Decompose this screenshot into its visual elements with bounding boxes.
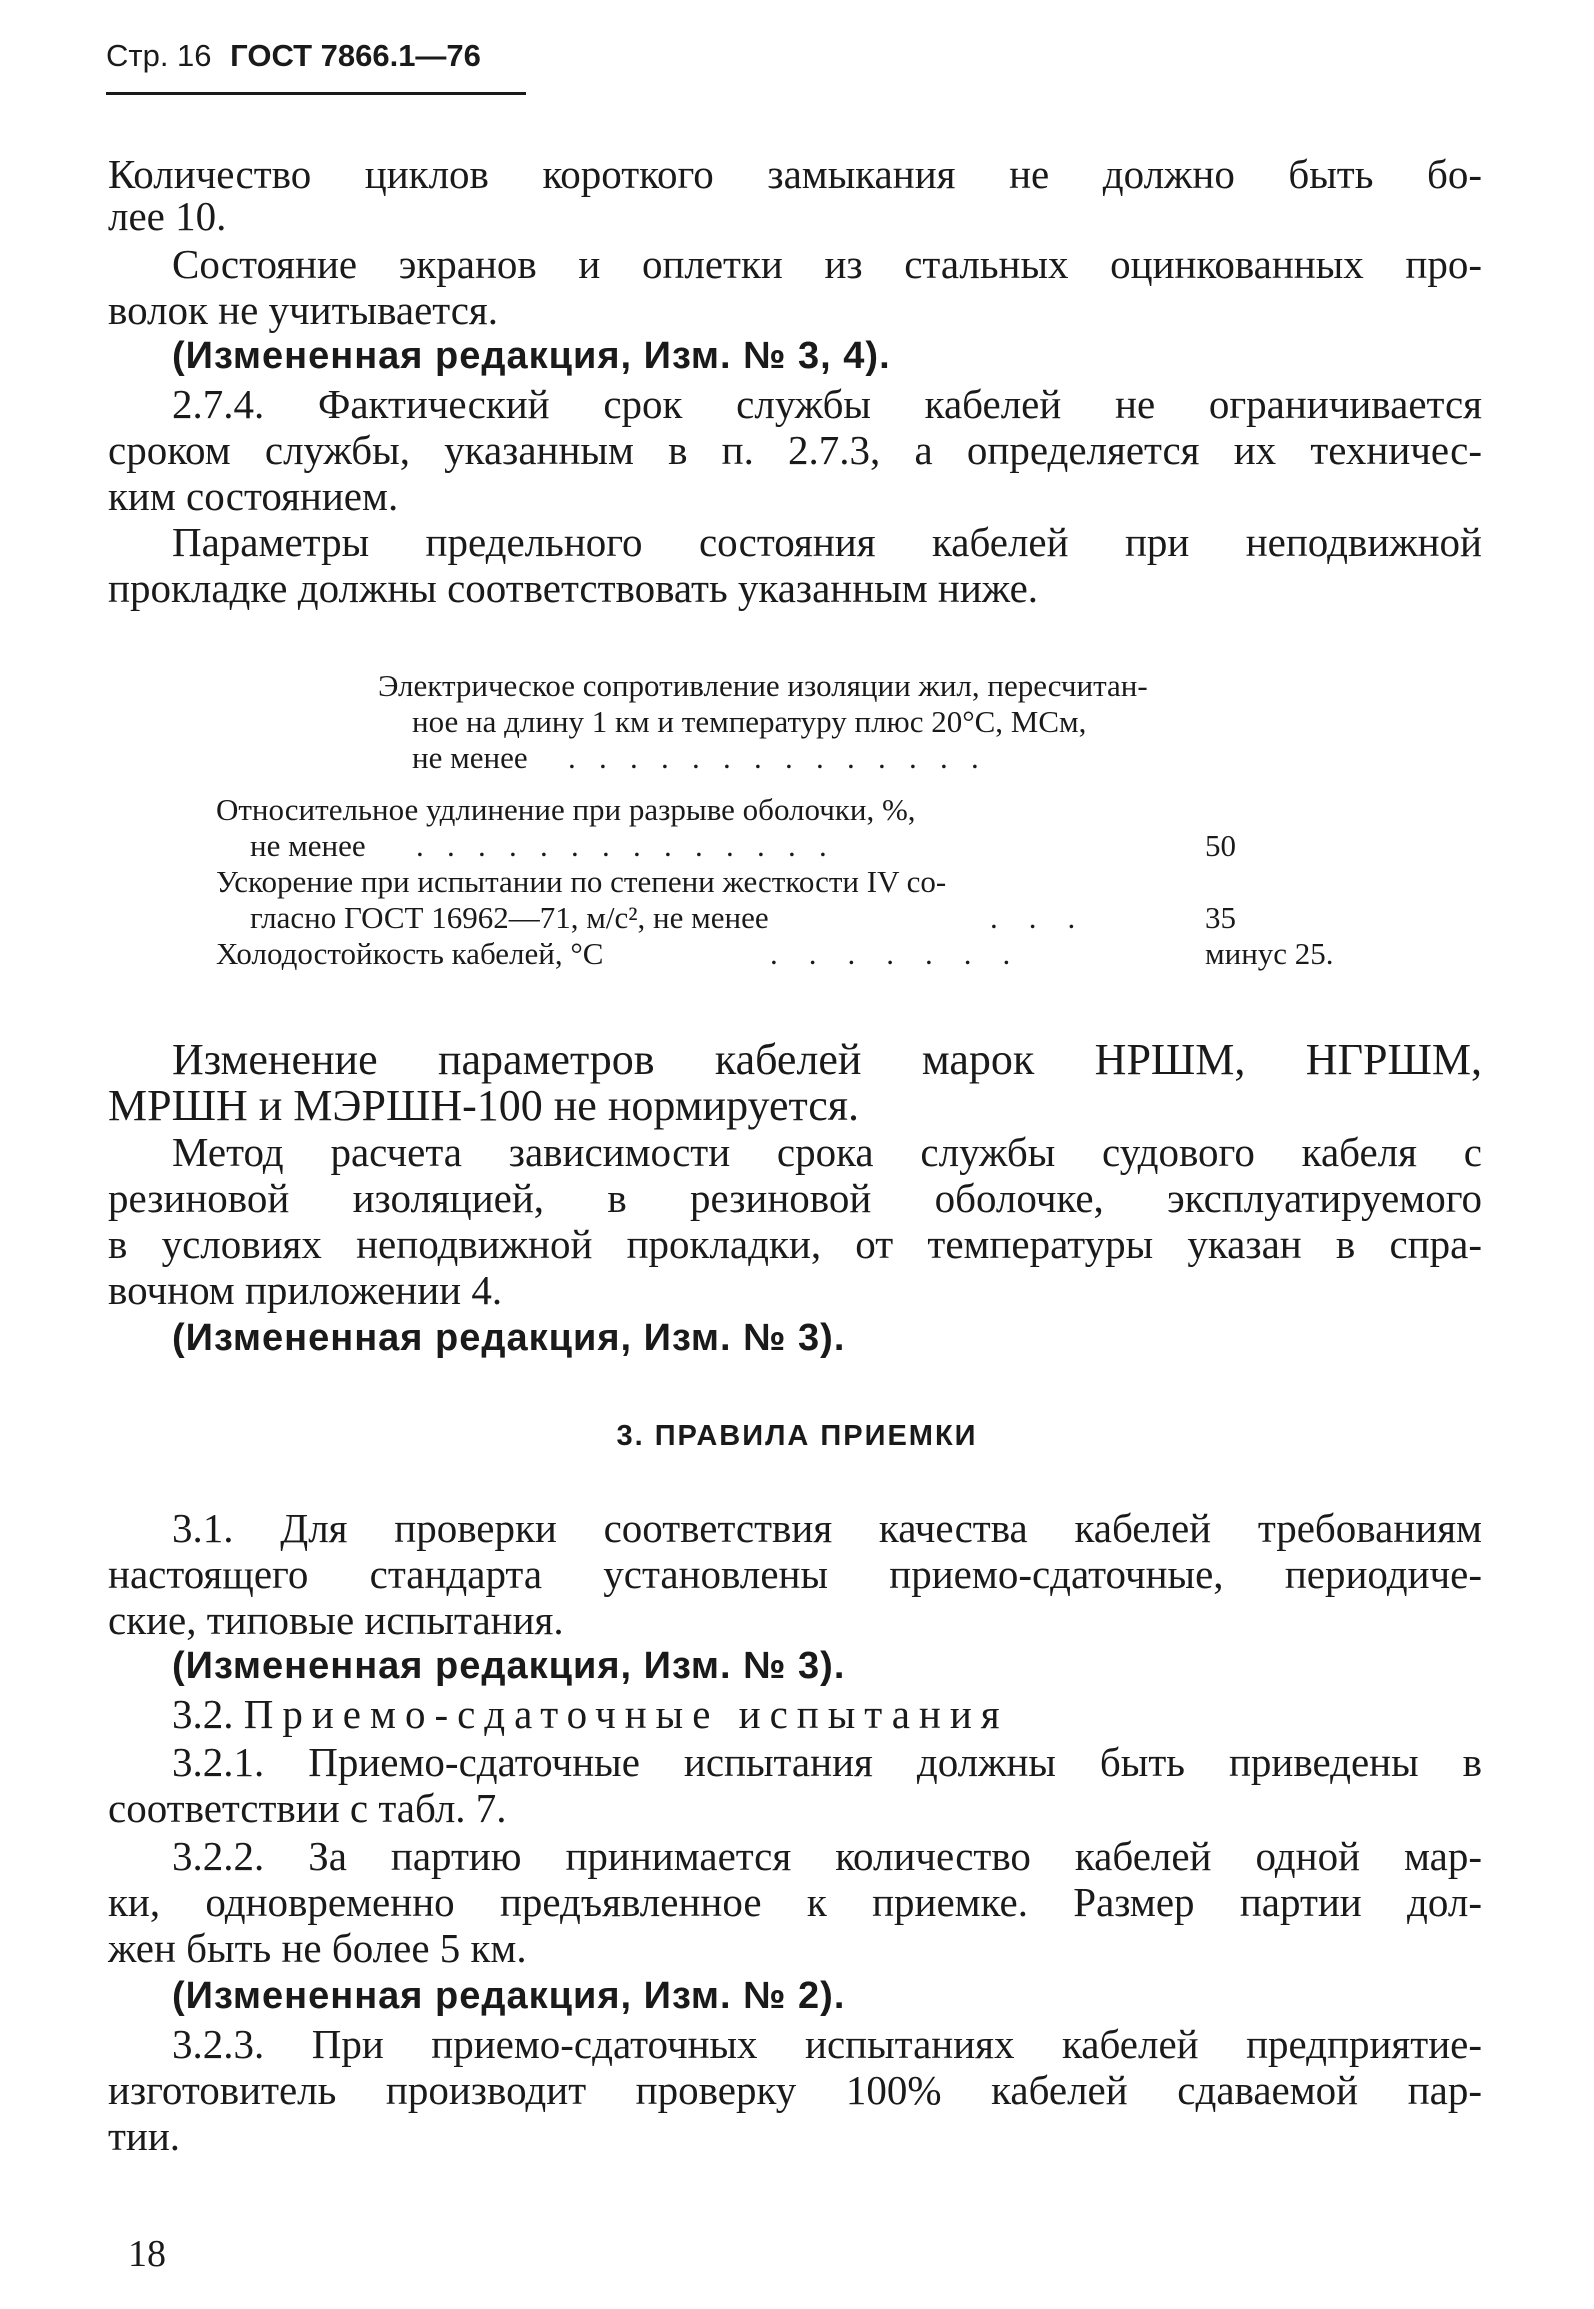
intro-line-4: волок не учитывается. bbox=[108, 287, 499, 333]
param-3-leader: . . . bbox=[990, 900, 1076, 935]
param-2-line-1: Относительное удлинение при разрыве оболочки, %, bbox=[216, 792, 916, 827]
param-1-line-2: ное на длину 1 км и температуру плюс 20°С, МСм, bbox=[412, 704, 1087, 739]
param-1-line-1: Электрическое сопротивление изоляции жил, пересчитан- bbox=[378, 668, 1148, 703]
clause-3-2-title: Приемо-сдаточные испытания bbox=[243, 1691, 1009, 1737]
after-line-6: вочном приложении 4. bbox=[108, 1267, 503, 1313]
amendment-note-4: (Измененная редакция, Изм. № 2). bbox=[172, 1975, 846, 2017]
param-3-line-2: гласно ГОСТ 16962—71, м/с², не менее bbox=[250, 900, 769, 935]
page-number: 18 bbox=[128, 2233, 166, 2275]
after-line-1: Изменение параметров кабелей марок НРШМ, НГРШМ, bbox=[172, 1036, 1482, 1084]
amendment-note-3: (Измененная редакция, Изм. № 3). bbox=[172, 1645, 846, 1687]
clause-3-1-line-3: ские, типовые испытания. bbox=[108, 1597, 564, 1643]
intro-line-1: Количество циклов короткого замыкания не должно быть бо- bbox=[108, 151, 1482, 197]
param-4-value: минус 25. bbox=[1205, 936, 1334, 971]
clause-3-1-line-2: настоящего стандарта установлены приемо-сдаточные, периодиче- bbox=[108, 1551, 1482, 1597]
clause-3-2-1-line-1: 3.2.1. Приемо-сдаточные испытания должны быть приведены в bbox=[172, 1739, 1482, 1785]
param-3-line-1: Ускорение при испытании по степени жесткости IV со- bbox=[216, 864, 947, 899]
clause-3-2-3-line-1: 3.2.3. При приемо-сдаточных испытаниях кабелей предприятие- bbox=[172, 2021, 1482, 2067]
intro-line-2: лее 10. bbox=[108, 193, 227, 239]
section-title: 3. ПРАВИЛА ПРИЕМКИ bbox=[616, 1420, 978, 1452]
clause-3-2-3-line-2: изготовитель производит проверку 100% кабелей сдаваемой пар- bbox=[108, 2067, 1482, 2113]
amendment-note-2: (Измененная редакция, Изм. № 3). bbox=[172, 1317, 846, 1359]
param-4-leader: . . . . . . . bbox=[770, 936, 1011, 971]
clause-3-2-2-line-1: 3.2.2. За партию принимается количество кабелей одной мар- bbox=[172, 1833, 1482, 1879]
clause-3-2-2-line-2: ки, одновременно предъявленное к приемке. Размер партии дол- bbox=[108, 1879, 1482, 1925]
clause-3-2-3-line-3: тии. bbox=[108, 2113, 181, 2159]
after-line-3: Метод расчета зависимости срока службы судового кабеля с bbox=[172, 1129, 1482, 1175]
clause-3-2-2-line-3: жен быть не более 5 км. bbox=[108, 1925, 527, 1971]
after-line-5: в условиях неподвижной прокладки, от температуры указан в спра- bbox=[108, 1221, 1482, 1267]
page-header bbox=[106, 38, 481, 74]
after-line-4: резиновой изоляцией, в резиновой оболочке, эксплуатируемого bbox=[108, 1175, 1482, 1221]
clause-2-7-4-line-3: ким состоянием. bbox=[108, 473, 399, 519]
param-1-line-3: не менее bbox=[412, 740, 528, 775]
clause-3-1-line-1: 3.1. Для проверки соответствия качества кабелей требованиям bbox=[172, 1505, 1482, 1551]
clause-3-2-1-line-2: соответствии с табл. 7. bbox=[108, 1785, 507, 1831]
clause-3-2-heading bbox=[172, 1690, 1009, 1738]
standard-number: ГОСТ 7866.1—76 bbox=[230, 38, 481, 73]
param-2-leader: . . . . . . . . . . . . . . bbox=[416, 828, 827, 863]
clause-3-2-number: 3.2. bbox=[172, 1691, 234, 1737]
param-4-line-1: Холодостойкость кабелей, °С bbox=[216, 936, 604, 971]
page-label: Стр. 16 bbox=[106, 38, 212, 73]
after-line-2: МРШН и МЭРШН-100 не нормируется. bbox=[108, 1081, 860, 1130]
amendment-note-1: (Измененная редакция, Изм. № 3, 4). bbox=[172, 335, 891, 377]
param-2-value: 50 bbox=[1205, 828, 1236, 863]
clause-2-7-4-line-4: Параметры предельного состояния кабелей при неподвижной bbox=[172, 519, 1482, 565]
intro-line-3: Состояние экранов и оплетки из стальных оцинкованных про- bbox=[172, 241, 1482, 287]
param-1-leader: . . . . . . . . . . . . . . bbox=[568, 740, 979, 775]
clause-2-7-4-line-2: сроком службы, указанным в п. 2.7.3, а определяется их техничес- bbox=[108, 427, 1482, 473]
header-rule bbox=[106, 92, 526, 95]
param-3-value: 35 bbox=[1205, 900, 1236, 935]
param-2-line-2: не менее bbox=[250, 828, 366, 863]
clause-2-7-4-line-5: прокладке должны соответствовать указанным ниже. bbox=[108, 565, 1039, 611]
clause-2-7-4-line-1: 2.7.4. Фактический срок службы кабелей не ограничивается bbox=[172, 381, 1482, 427]
